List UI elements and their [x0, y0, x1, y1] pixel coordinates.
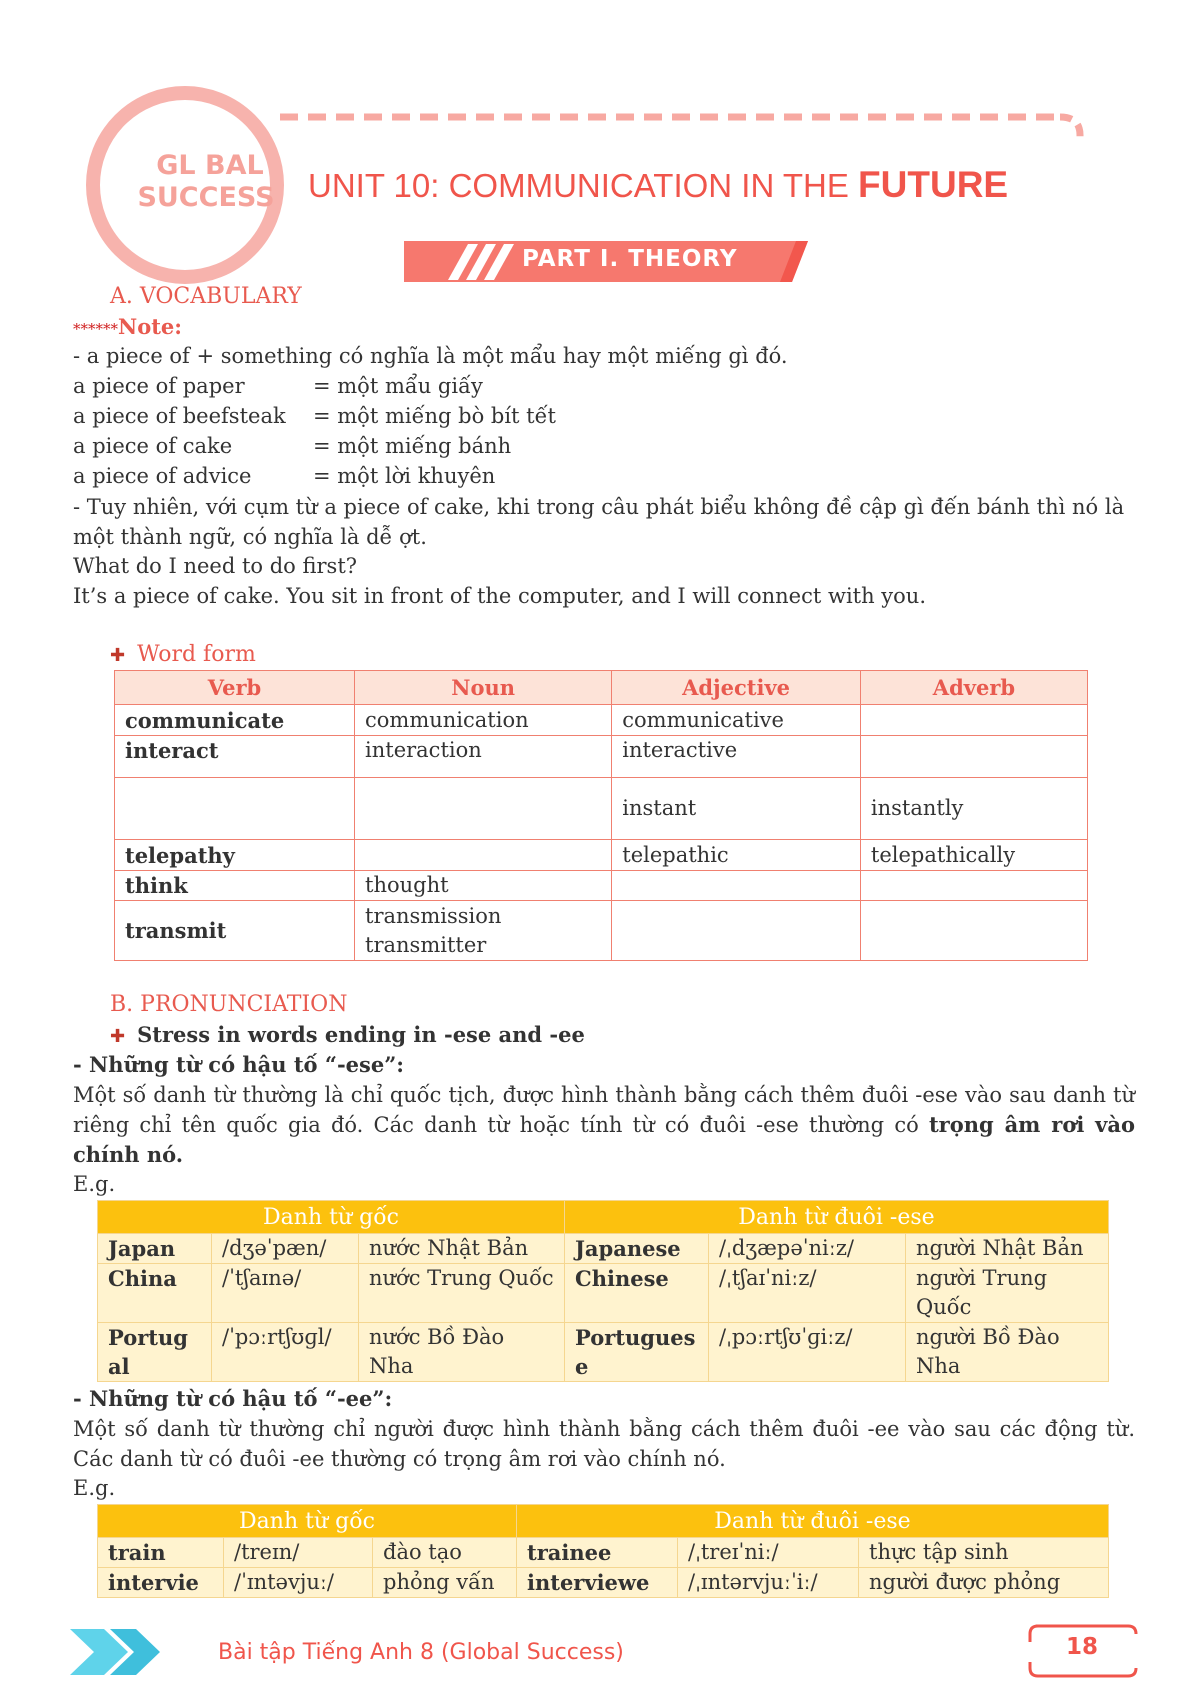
- word-form-heading: [110, 642, 256, 667]
- footer-chevrons-icon: [70, 1625, 170, 1679]
- cell-adv: telepathically: [860, 840, 1087, 871]
- noun-line-1: transmission: [365, 903, 502, 928]
- cell-noun: [355, 901, 612, 961]
- col-adverb: Adverb: [860, 671, 1087, 705]
- header-ese-noun: Danh từ đuôi -ese: [565, 1201, 1109, 1234]
- table-row: [98, 1264, 1109, 1323]
- cell-adj: [612, 871, 861, 901]
- ese-text-main: Một số danh từ thường là chỉ quốc tịch, được hình thành bằng cách thêm đuôi -ese vào sau danh từ riêng chỉ tên quốc gia đó. Các danh từ hoặc tính từ có đuôi -ese thường có: [73, 1083, 1135, 1137]
- idiom-note: - Tuy nhiên, với cụm từ a piece of cake, khi trong câu phát biểu không đề cập gì đến bánh thì nó là một thành ngữ, có nghĩa là dễ ợt.: [73, 495, 1125, 549]
- cell-adv: [860, 705, 1087, 736]
- cell-adv: instantly: [860, 778, 1087, 840]
- cell-ipa: /dʒəˈpæn/: [212, 1234, 359, 1264]
- cell-word: intervie: [98, 1568, 224, 1598]
- cell-meaning: nước Nhật Bản: [359, 1234, 565, 1264]
- cell-ipa: /ˈɪntəvjuː/: [224, 1568, 373, 1598]
- logo-line2: SUCCESS: [137, 182, 275, 213]
- vocab-pair-3: [73, 434, 511, 458]
- cell-word: train: [98, 1538, 224, 1568]
- pron-subheading: [110, 1022, 585, 1047]
- word-form-table: [114, 670, 1088, 961]
- word-form-label: Word form: [137, 642, 256, 667]
- cell-verb: think: [115, 871, 355, 901]
- ese-text-bold: trọng âm rơi vào chính nó.: [73, 1112, 1135, 1167]
- vocab-pair-4: [73, 464, 495, 488]
- table-header-row: [115, 671, 1088, 705]
- cell-word: interviewe: [517, 1568, 678, 1598]
- part-banner-label: PART I. THEORY: [522, 246, 738, 272]
- header-root-noun: Danh từ gốc: [98, 1505, 517, 1538]
- pair-vi: = một mẩu giấy: [313, 374, 483, 398]
- vocab-pair-1: [73, 374, 483, 398]
- cell-adj: instant: [612, 778, 861, 840]
- note-line: [73, 314, 182, 339]
- cell-adv: [860, 901, 1087, 961]
- cell-noun: [355, 840, 612, 871]
- pair-en: a piece of cake: [73, 434, 233, 458]
- vocab-heading: A. VOCABULARY: [110, 284, 302, 309]
- header-root-noun: Danh từ gốc: [98, 1201, 565, 1234]
- table-header-row: [98, 1505, 1109, 1538]
- cell-verb: telepathy: [115, 840, 355, 871]
- table-row: [98, 1234, 1109, 1264]
- pair-vi: = một miếng bánh: [313, 434, 512, 458]
- table-row: [115, 778, 1088, 840]
- col-noun: Noun: [355, 671, 612, 705]
- cell-word: Portuguese: [565, 1323, 709, 1382]
- ee-text: Một số danh từ thường chỉ người được hình thành bằng cách thêm đuôi -ee vào sau các động từ. Các danh từ có đuôi -ee thường có trọng âm rơi vào chính nó.: [73, 1417, 1135, 1471]
- pair-vi: = một lời khuyên: [313, 464, 496, 488]
- table-row: [115, 705, 1088, 736]
- table-row: [98, 1568, 1109, 1598]
- cell-ipa: /ˌtreɪˈniː/: [678, 1538, 859, 1568]
- cell-ipa: /ˌdʒæpəˈniːz/: [709, 1234, 906, 1264]
- page-number: 18: [1065, 1634, 1098, 1660]
- table-header-row: [98, 1201, 1109, 1234]
- cell-ipa: /ˌɪntərvjuːˈiː/: [678, 1568, 859, 1598]
- ee-table: [97, 1504, 1109, 1598]
- bullet-arrow-icon: ✚: [110, 1026, 126, 1047]
- note-label: Note:: [118, 314, 183, 339]
- unit-title-main: UNIT 10: COMMUNICATION IN THE: [308, 167, 859, 204]
- ese-table: [97, 1200, 1109, 1382]
- col-verb: Verb: [115, 671, 355, 705]
- pair-vi: = một miếng bò bít tết: [313, 404, 556, 428]
- dashed-rule-end: [1060, 117, 1080, 142]
- example-question: What do I need to do first?: [73, 554, 358, 578]
- pron-heading: B. PRONUNCIATION: [110, 992, 348, 1017]
- cell-adj: communicative: [612, 705, 861, 736]
- cell-meaning: người Trung Quốc: [906, 1264, 1109, 1323]
- cell-ipa: /ˈpɔːrtʃʊɡl/: [212, 1323, 359, 1382]
- cell-word: China: [98, 1264, 212, 1323]
- unit-title-emph: FUTURE: [858, 164, 1009, 205]
- cell-meaning: nước Trung Quốc: [359, 1264, 565, 1323]
- cell-meaning: thực tập sinh: [859, 1538, 1109, 1568]
- ese-heading: - Những từ có hậu tố “-ese”:: [73, 1052, 405, 1077]
- footer-book-title: Bài tập Tiếng Anh 8 (Global Success): [218, 1640, 624, 1665]
- cell-ipa: /ˈtʃaɪnə/: [212, 1264, 359, 1323]
- table-row: [115, 736, 1088, 778]
- logo-line1: GL BAL: [156, 150, 264, 181]
- table-row: [115, 840, 1088, 871]
- bullet-arrow-icon: ✚: [110, 645, 126, 666]
- cell-adj: [612, 901, 861, 961]
- cell-noun: thought: [355, 871, 612, 901]
- header-ee-noun: Danh từ đuôi -ese: [517, 1505, 1109, 1538]
- table-row: [115, 901, 1088, 961]
- vocab-intro: - a piece of + something có nghĩa là một mẩu hay một miếng gì đó.: [73, 344, 788, 368]
- cell-adj: telepathic: [612, 840, 861, 871]
- table-row: [115, 871, 1088, 901]
- cell-noun: [355, 778, 612, 840]
- cell-noun: communication: [355, 705, 612, 736]
- cell-verb: interact: [115, 736, 355, 778]
- eg-label-2: E.g.: [73, 1476, 116, 1500]
- pair-en: a piece of advice: [73, 464, 252, 488]
- table-row: [98, 1538, 1109, 1568]
- pron-sub-label: Stress in words ending in -ese and -ee: [137, 1022, 585, 1047]
- cell-word: Chinese: [565, 1264, 709, 1323]
- cell-adj: interactive: [612, 736, 861, 778]
- cell-ipa: /ˌtʃaɪˈniːz/: [709, 1264, 906, 1323]
- cell-ipa: /ˌpɔːrtʃʊˈɡiːz/: [709, 1323, 906, 1382]
- cell-noun: interaction: [355, 736, 612, 778]
- cell-meaning: người Bồ Đào Nha: [906, 1323, 1109, 1382]
- ee-heading: - Những từ có hậu tố “-ee”:: [73, 1386, 393, 1411]
- cell-word: Japan: [98, 1234, 212, 1264]
- cell-meaning: nước Bồ Đào Nha: [359, 1323, 565, 1382]
- table-row: [98, 1323, 1109, 1382]
- cell-adv: [860, 871, 1087, 901]
- logo-text: [137, 150, 280, 214]
- cell-verb: transmit: [115, 901, 355, 961]
- example-answer: It’s a piece of cake. You sit in front of the computer, and I will connect with you.: [73, 584, 927, 608]
- cell-word: Japanese: [565, 1234, 709, 1264]
- pair-en: a piece of beefsteak: [73, 404, 286, 428]
- cell-verb: [115, 778, 355, 840]
- cell-meaning: người được phỏng: [859, 1568, 1109, 1598]
- cell-verb: communicate: [115, 705, 355, 736]
- note-stars: ******: [73, 320, 118, 338]
- col-adjective: Adjective: [612, 671, 861, 705]
- cell-meaning: người Nhật Bản: [906, 1234, 1109, 1264]
- cell-adv: [860, 736, 1087, 778]
- cell-word: Portugal: [98, 1323, 212, 1382]
- pair-en: a piece of paper: [73, 374, 245, 398]
- unit-title: [308, 164, 1008, 206]
- ese-text: [73, 1080, 1135, 1170]
- cell-meaning: đào tạo: [373, 1538, 517, 1568]
- cell-word: trainee: [517, 1538, 678, 1568]
- cell-ipa: /treɪn/: [224, 1538, 373, 1568]
- eg-label-1: E.g.: [73, 1172, 116, 1196]
- noun-line-2: transmitter: [365, 932, 487, 957]
- vocab-pair-2: [73, 404, 556, 428]
- cell-meaning: phỏng vấn: [373, 1568, 517, 1598]
